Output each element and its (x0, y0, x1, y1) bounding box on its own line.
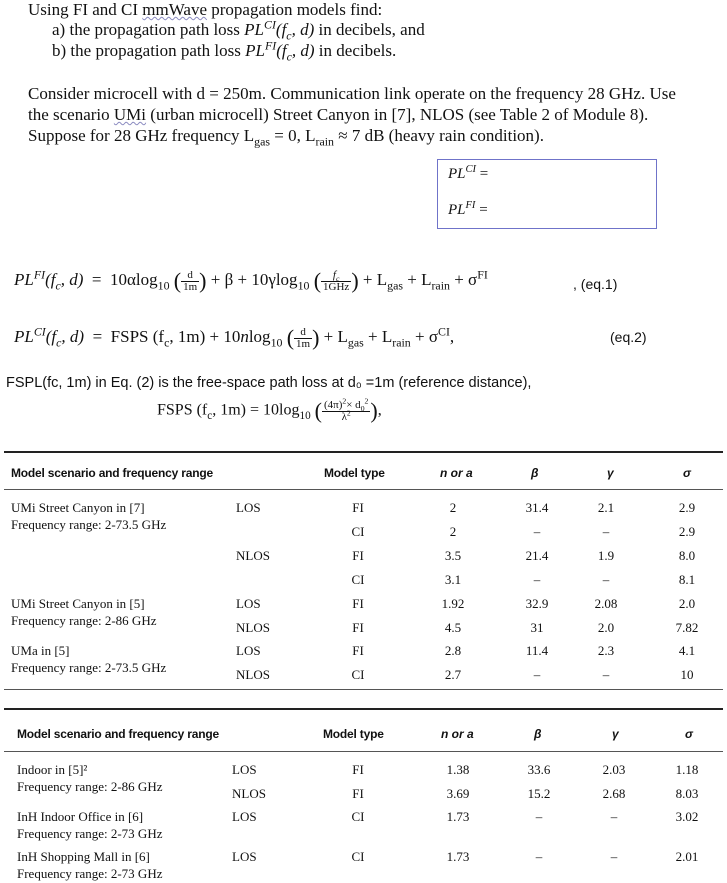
table2-cell-sigma: 3.02 (675, 809, 699, 824)
table2-cell-sigma: 1.18 (675, 762, 699, 777)
table2-scenario-name: InH Indoor Office in [6] (17, 809, 144, 824)
table1-cell-gamma: – (602, 667, 610, 682)
equation-ci: $PL^{CI}(f_c$, d) = FSPS ($f_c$, 1m) + 10nlog$_{10}$ ( $\frac{d}{1m}$ ) + $L_{gas} + L_{rain} + \sigma^{CI}$, (14, 324, 455, 350)
table1-cell-n: 2 (449, 524, 457, 539)
table2-header-rule (4, 751, 723, 752)
table1-cell-sigma: 8.1 (678, 572, 696, 587)
table1-cell-type: CI (351, 524, 365, 539)
table1-cell-n: 3.5 (444, 548, 462, 563)
table1-cell-cond: NLOS (236, 620, 270, 635)
table1-header-scenario: Model scenario and frequency range (11, 466, 213, 480)
fsps-equation: FSPS ($f_c$, $1m) = 10\log_{10}$ ( $\frac{(4\pi)^2\times d_0^2}{\lambda^2}$ ), (157, 395, 382, 423)
table2-top-rule (4, 708, 723, 710)
table1-cell-n: 2.7 (444, 667, 462, 682)
table2-header-n: n or a (441, 727, 474, 741)
table1-cell-beta: 21.4 (525, 548, 549, 563)
table2-cell-n: 3.69 (446, 786, 470, 801)
table1-cell-beta: 32.9 (525, 596, 549, 611)
table2-cell-type: FI (352, 786, 364, 801)
table1-cell-n: 1.92 (441, 596, 465, 611)
table1-bottom-rule (4, 689, 723, 690)
table2-cell-n: 1.73 (446, 809, 470, 824)
table1-cell-cond: NLOS (236, 548, 270, 563)
table2-cell-sigma: 2.01 (675, 849, 699, 864)
table1-cell-sigma: 7.82 (675, 620, 699, 635)
table1-cell-gamma: 2.0 (597, 620, 615, 635)
table1-cell-cond: LOS (236, 500, 261, 515)
table1-cell-beta: 31.4 (525, 500, 549, 515)
table2-cell-gamma: – (610, 849, 618, 864)
table1-cell-n: 4.5 (444, 620, 462, 635)
table1-cell-gamma: 2.08 (594, 596, 618, 611)
context-line-3: Suppose for 28 GHz frequency $L_{gas} = 0$, $L_{rain} \approx 7$ dB (heavy rain condition). (28, 126, 544, 149)
table2-cell-gamma: 2.03 (602, 762, 626, 777)
table2-cell-cond: LOS (232, 762, 257, 777)
table1-cell-cond: LOS (236, 596, 261, 611)
table1-scenario-name: UMi Street Canyon in [7] (11, 500, 145, 515)
equation-fi: $PL^{FI}(f_c$, d) = 10αlog$_{10}$ ( $\frac{d}{1m}$ ) + β + 10γlog$_{10}$ ( $\frac{f_c}{\text{1GHz}}$ ) + $L_{gas} + L_{rain} + \sigma^{FI}$ (14, 267, 488, 293)
fspl-description: FSPL(fc, 1m) in Eq. (2) is the free-space path loss at d₀ =1m (reference distance), (6, 375, 532, 391)
table2-scenario-name: Indoor in [5]² (17, 762, 88, 777)
table2-cell-n: 1.73 (446, 849, 470, 864)
table2-header-type: Model type (323, 727, 384, 741)
table1-cell-type: FI (352, 643, 364, 658)
table2-cell-n: 1.38 (446, 762, 470, 777)
table1-cell-type: CI (351, 572, 365, 587)
table2-cell-beta: 33.6 (527, 762, 551, 777)
table1-cell-type: FI (352, 596, 364, 611)
table1-cell-beta: – (533, 667, 541, 682)
table1-cell-sigma: 4.1 (678, 643, 696, 658)
eq1-tag: , (eq.1) (573, 276, 618, 292)
table1-cell-type: CI (351, 667, 365, 682)
table2-cell-sigma: 8.03 (675, 786, 699, 801)
table2-cell-type: FI (352, 762, 364, 777)
table1-cell-n: 2.8 (444, 643, 462, 658)
table1-cell-beta: 11.4 (525, 643, 549, 658)
table1-scenario-range: Frequency range: 2-73.5 GHz (11, 517, 167, 532)
question-item-a: a) the propagation path loss $PL^{CI}(f_c$, d) in decibels, and (52, 17, 425, 43)
table2-cell-type: CI (351, 809, 365, 824)
table1-cell-n: 3.1 (444, 572, 462, 587)
table1-cell-type: FI (352, 500, 364, 515)
question-intro: Using FI and CI mmWave propagation models find: (28, 0, 383, 19)
table1-cell-beta: 31 (530, 620, 544, 635)
table2-header-sigma: σ (685, 727, 693, 741)
table1-cell-type: FI (352, 548, 364, 563)
table1-cell-cond: LOS (236, 643, 261, 658)
answer-ci-label: $PL^{CI}$ = (448, 164, 489, 182)
table1-cell-gamma: – (602, 572, 610, 587)
table2-cell-beta: – (535, 809, 543, 824)
table1-cell-gamma: 2.1 (597, 500, 615, 515)
table1-cell-gamma: 1.9 (597, 548, 615, 563)
table2-scenario-range: Frequency range: 2-73 GHz (17, 866, 163, 881)
table2-cell-gamma: 2.68 (602, 786, 626, 801)
question-item-b: b) the propagation path loss $PL^{FI}(f_c$, d) in decibels. (52, 38, 397, 64)
eq2-tag: (eq.2) (610, 329, 647, 345)
table1-cell-n: 2 (449, 500, 457, 515)
answer-fi-label: $PL^{FI}$ = (448, 200, 488, 218)
table2-scenario-name: InH Shopping Mall in [6] (17, 849, 150, 864)
table1-header-type: Model type (324, 466, 385, 480)
table2-header-beta: β (534, 727, 542, 741)
table2-cell-cond: NLOS (232, 786, 266, 801)
table1-header-beta: β (531, 466, 539, 480)
context-line-1: Consider microcell with d = 250m. Communication link operate on the frequency 28 GHz. Use (28, 84, 676, 103)
table2-scenario-range: Frequency range: 2-86 GHz (17, 779, 163, 794)
table1-cell-beta: – (533, 524, 541, 539)
table1-cell-sigma: 2.9 (678, 524, 696, 539)
table1-cell-gamma: – (602, 524, 610, 539)
table1-scenario-name: UMa in [5] (11, 643, 70, 658)
table1-cell-sigma: 2.0 (678, 596, 696, 611)
table1-scenario-name: UMi Street Canyon in [5] (11, 596, 145, 611)
table2-cell-cond: LOS (232, 809, 257, 824)
table1-scenario-range: Frequency range: 2-73.5 GHz (11, 660, 167, 675)
table1-header-rule (4, 489, 723, 490)
table2-cell-type: CI (351, 849, 365, 864)
table1-header-gamma: γ (607, 466, 614, 480)
table2-cell-beta: 15.2 (527, 786, 551, 801)
table1-header-n: n or a (440, 466, 473, 480)
table2-cell-cond: LOS (232, 849, 257, 864)
table1-cell-type: FI (352, 620, 364, 635)
table2-cell-gamma: – (610, 809, 618, 824)
table1-cell-sigma: 2.9 (678, 500, 696, 515)
table1-cell-beta: – (533, 572, 541, 587)
table1-cell-sigma: 10 (680, 667, 694, 682)
table1-cell-sigma: 8.0 (678, 548, 696, 563)
table2-header-gamma: γ (612, 727, 619, 741)
table2-cell-beta: – (535, 849, 543, 864)
table1-cell-cond: NLOS (236, 667, 270, 682)
context-line-2: the scenario UMi (urban microcell) Street Canyon in [7], NLOS (see Table 2 of Module 8). (28, 105, 649, 124)
table1-scenario-range: Frequency range: 2-86 GHz (11, 613, 157, 628)
table2-scenario-range: Frequency range: 2-73 GHz (17, 826, 163, 841)
table1-cell-gamma: 2.3 (597, 643, 615, 658)
table2-header-scenario: Model scenario and frequency range (17, 727, 219, 741)
table1-top-rule (4, 451, 723, 453)
table1-header-sigma: σ (683, 466, 691, 480)
